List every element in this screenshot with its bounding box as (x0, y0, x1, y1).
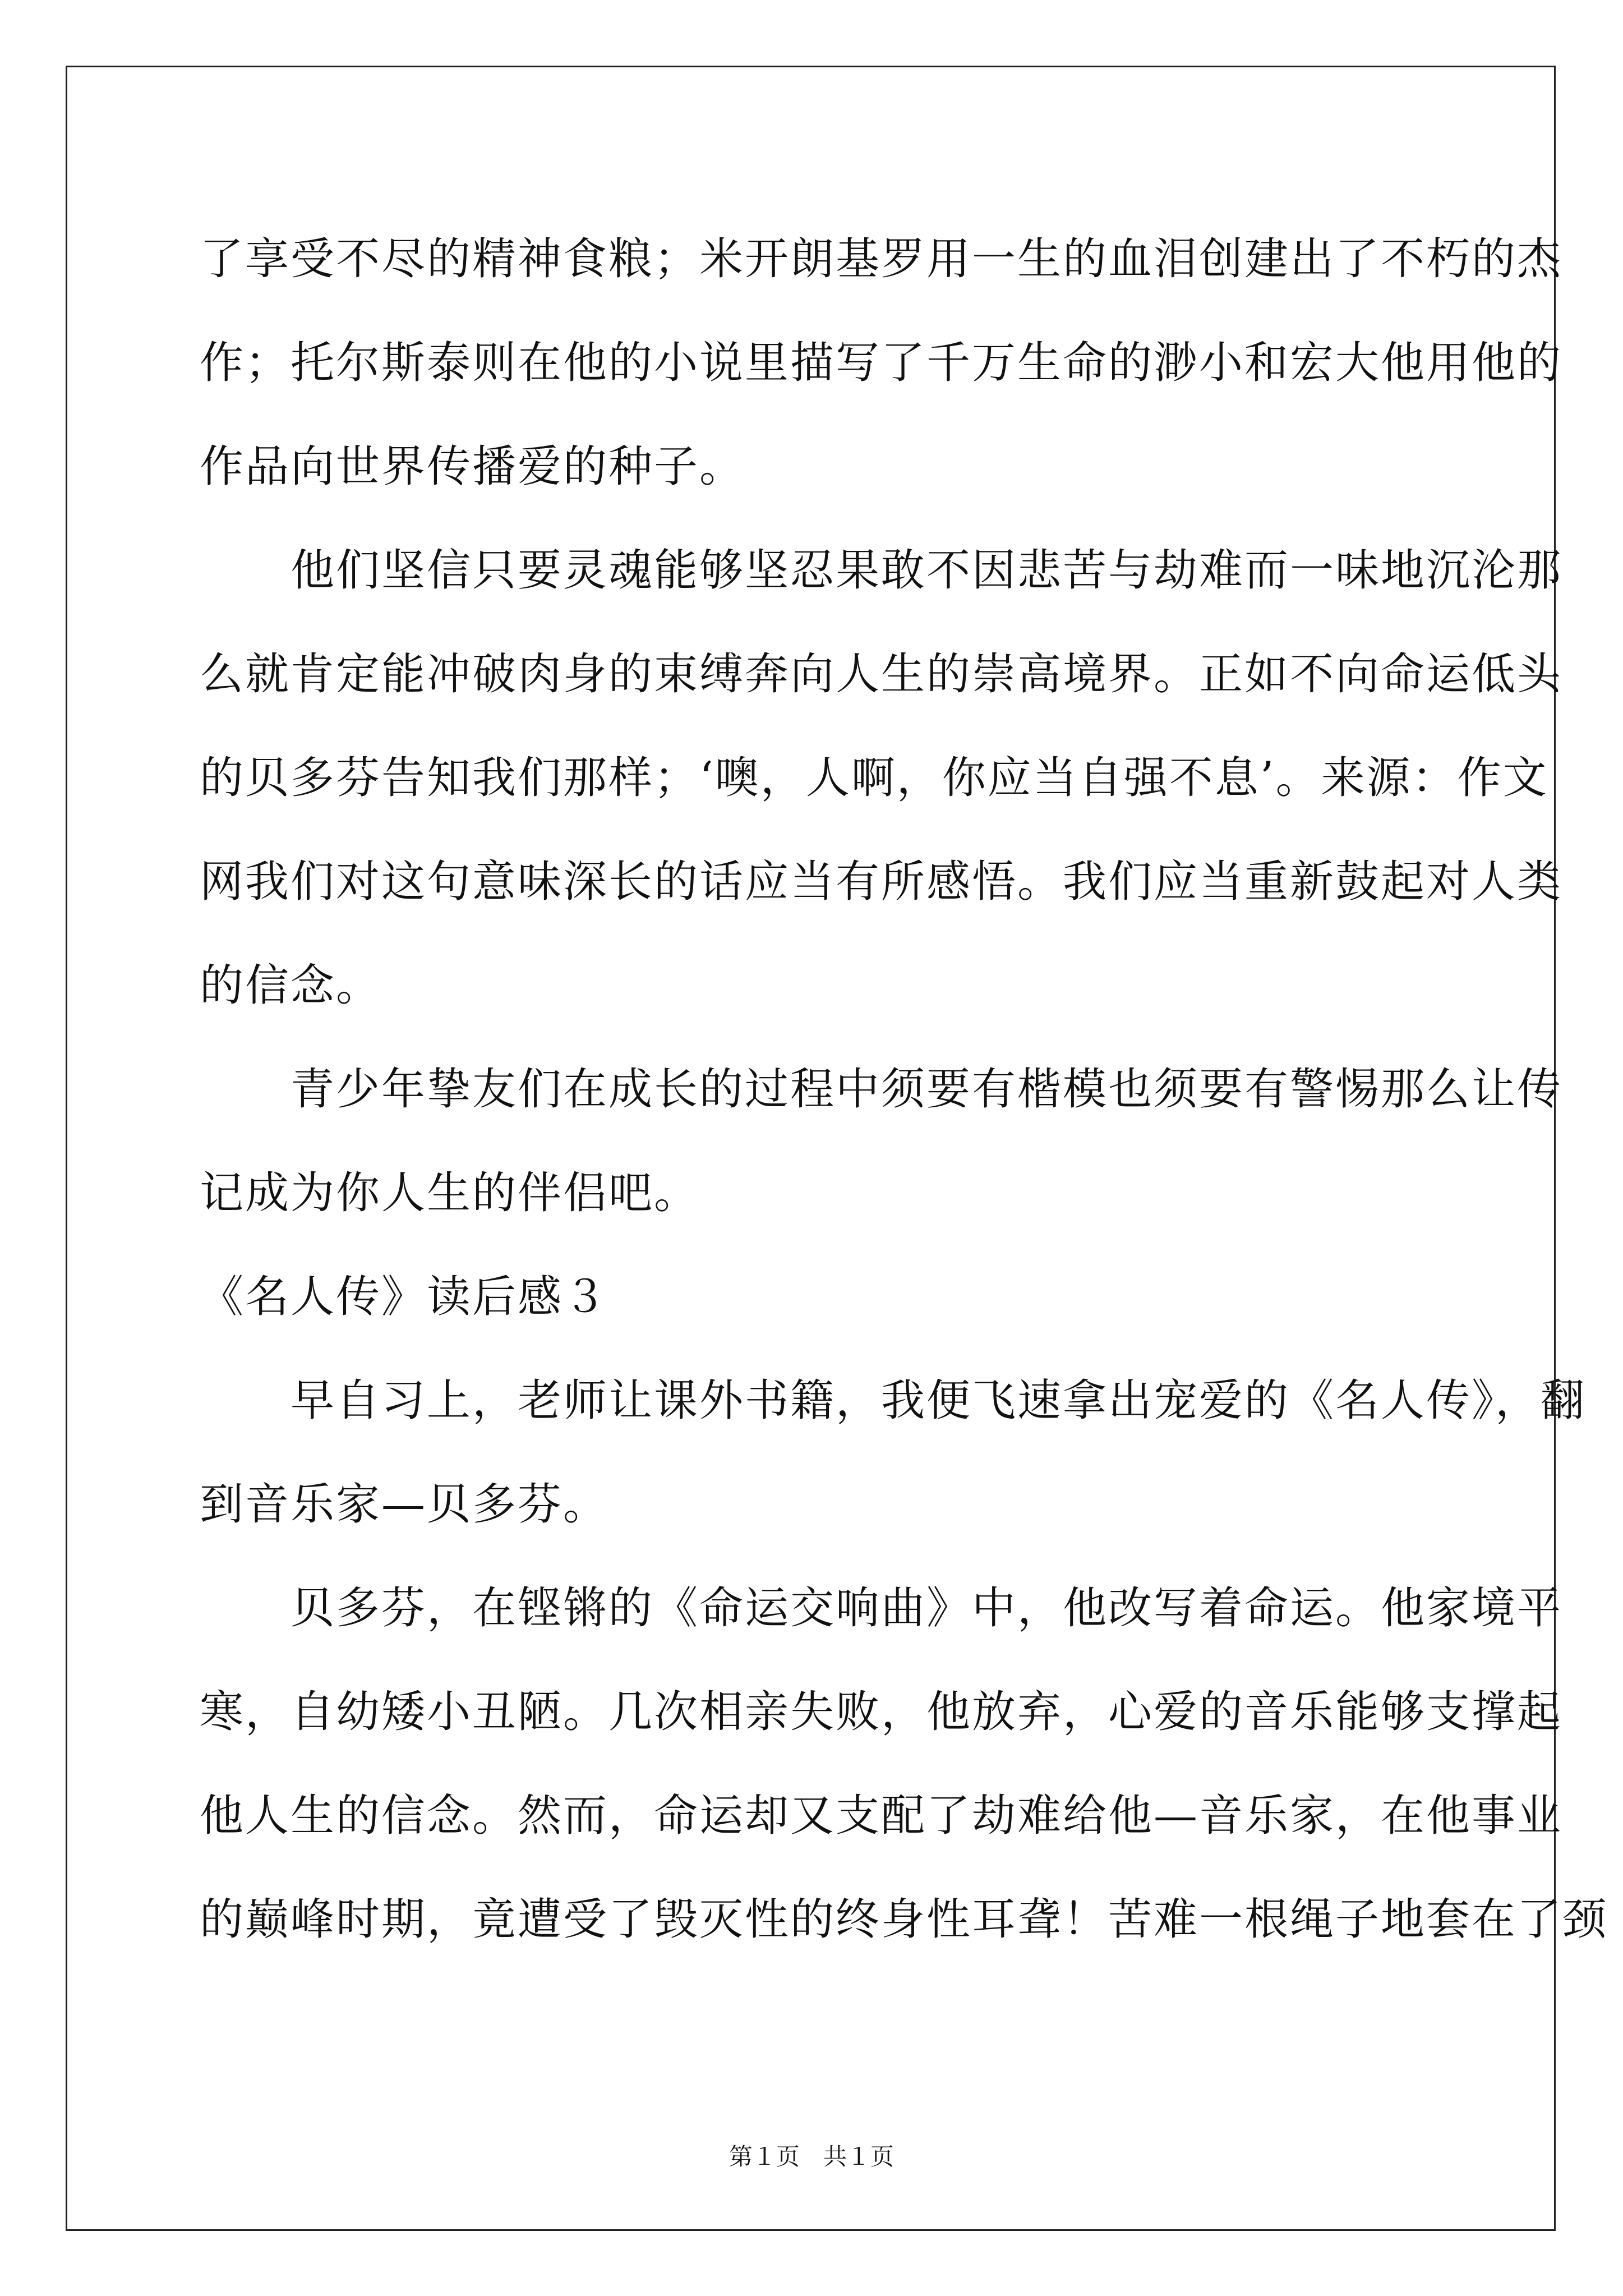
text-line: 寒，自幼矮小丑陋。几次相亲失败，他放弃，心爱的音乐能够支撑起 (200, 1687, 1563, 1737)
text-line: 了享受不尽的精神食粮；米开朗基罗用一生的血泪创建出了不朽的杰 (200, 234, 1563, 284)
text-line: 么就肯定能冲破肉身的束缚奔向人生的崇高境界。正如不向命运低头 (200, 649, 1563, 700)
section-heading: 《名人传》读后感３ (200, 1272, 609, 1322)
text-line: 他们坚信只要灵魂能够坚忍果敢不因悲苦与劫难而一味地沉沦那 (200, 545, 1563, 596)
text-line: 的信念。 (200, 960, 382, 1011)
text-line: 网我们对这句意味深长的话应当有所感悟。我们应当重新鼓起对人类 (200, 857, 1563, 907)
text-line: 贝多芬，在铿锵的《命运交响曲》中，他改写着命运。他家境平 (200, 1583, 1563, 1634)
text-line: 青少年挚友们在成长的过程中须要有楷模也须要有警惕那么让传 (200, 1064, 1563, 1115)
text-line: 的巅峰时期，竟遭受了毁灭性的终身性耳聋！苦难一根绳子地套在了颈 (200, 1894, 1608, 1945)
text-line: 记成为你人生的伴侣吧。 (200, 1168, 700, 1218)
text-line: 他人生的信念。然而，命运却又支配了劫难给他—音乐家，在他事业 (200, 1791, 1563, 1841)
text-line: 到音乐家—贝多芬。 (200, 1479, 609, 1530)
text-line: 的贝多芬告知我们那样；‘噢，人啊，你应当自强不息’。来源：作文 (200, 753, 1548, 803)
document-body (200, 208, 1608, 1972)
text-line: 作品向世界传播爱的种子。 (200, 441, 745, 492)
text-line: 作；托尔斯泰则在他的小说里描写了千万生命的渺小和宏大他用他的 (200, 338, 1563, 388)
text-line: 早自习上，老师让课外书籍，我便飞速拿出宠爱的《名人传》，翻 (200, 1375, 1587, 1426)
page-number-footer: 第１页 共１页 (728, 2143, 894, 2170)
